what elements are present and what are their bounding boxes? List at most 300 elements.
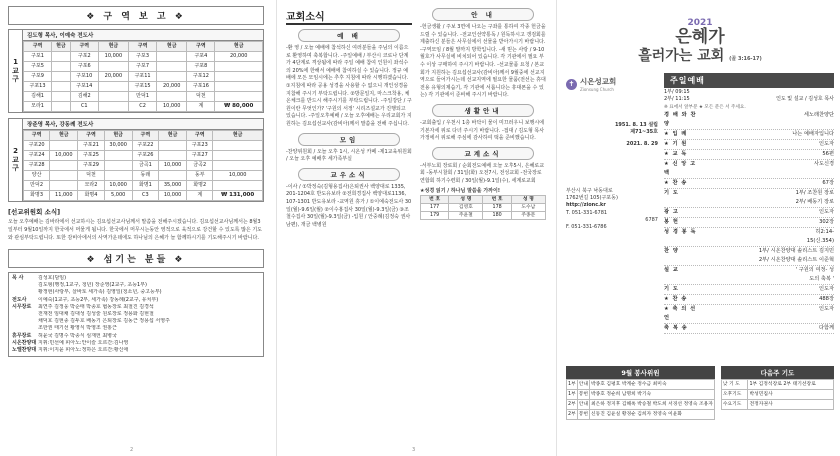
table-cell <box>104 171 132 181</box>
table-cell <box>98 102 128 112</box>
table-cell: ₩ 80,000 <box>215 102 263 112</box>
table-cell <box>158 171 186 181</box>
worship-item-name: 성 경 봉 독 <box>664 229 697 235</box>
worship-item <box>664 247 834 266</box>
bible-cell: 177 <box>421 204 449 212</box>
table-row <box>24 92 263 102</box>
mission-text: 오늘 오후예배는 김바라에서 선교하시는 김요섭선교사님께서 말씀을 전해주시겠습니다. 김요섭선교사님께서는 8월3일부터 9월10일까지 한국에서 머물게 됩니다. 한국에서 머무시는동안 영적으로 육적으로 강건할 수 있도록 많은 기도와 관심부탁드립니다. 또한 감비아에서의 사역가운데에도 하나님의 은혜가 늘 함께하시기를 기도해주시기 바랍니다. <box>8 219 262 241</box>
table-cell: 구포1 <box>24 52 52 62</box>
bible-header: 성 명 <box>511 196 545 204</box>
table-cell: 만덕2 <box>24 181 50 191</box>
worship-item <box>664 208 834 218</box>
staff-row <box>12 347 260 354</box>
worship-item <box>664 218 834 228</box>
service-cell: 박종호 정순희 남명희 박기숙 <box>589 390 714 400</box>
table-cell: 만덕1 <box>129 92 157 102</box>
worship-item-leader: 2부/ 배동기 장로 <box>795 199 834 205</box>
cover-subtitle: 흘러가는 교회 (골 3:16-17) <box>638 48 762 64</box>
life-subtitle: 생활안내 <box>432 104 534 117</box>
worship-item-name: 봉 헌 <box>664 219 679 225</box>
staff-role: 시무장로 <box>12 303 32 310</box>
table-cell: 구포2 <box>70 52 98 62</box>
staff-names: 전재전 임대채 김대성 김성술 원로장로 정용화 김현철 <box>38 311 154 318</box>
worship-item-name: ★ 입 례 <box>664 131 688 137</box>
staff-names: 황정현(사랑부, 살바토 세가족) 김영일(청소년, 중고등부) <box>38 289 162 296</box>
staff-role: 전도사 <box>12 296 27 303</box>
table-cell: 화명2 <box>187 181 213 191</box>
table-cell: 구포26 <box>132 151 158 161</box>
worship-item <box>664 305 834 324</box>
staff-title: ❖ 섬기는 분들 ❖ <box>8 249 264 268</box>
member-subtitle: 교우소식 <box>298 168 400 181</box>
table-cell <box>215 82 263 92</box>
worship-order-list <box>664 111 834 334</box>
table-cell: 계 <box>187 191 213 201</box>
table-cell: 구포27 <box>187 151 213 161</box>
staff-names: 최연주 김정웅 박순태 박종호 협동장로 최철진 김경석 <box>38 303 154 310</box>
bible-cell: 주윤철 <box>449 212 483 220</box>
life-text: -교회출입 / 우천시 1층 바닥이 물이 미끄러우니 보행시에 기본자세 위로 다녀 주시기 바랍니다. -접대 / 김도형 목사 가정에서 위로해 주심에 감사하여 떡을 준비했습니다. <box>420 119 545 142</box>
worship-item <box>664 140 834 150</box>
worship-item-detail: 1부/ 시온찬양대 솔리스트 김지민 <box>758 248 834 254</box>
bible-cell: 김영호 <box>449 204 483 212</box>
table-cell: 20,000 <box>157 82 187 92</box>
worship-item <box>664 285 834 295</box>
staff-row <box>12 318 260 325</box>
table-cell: 30,000 <box>104 141 132 151</box>
worship-news: -환 영 / 오늘 예배에 참석하신 여러분들을 주님의 이름으로 환영하며 축복합니다. -주일예배 / 부산시 코로나 단계가 4단계로 격상됨에 따라 주일 예배 참여 인원이 좌석수의 20%에 한해서 예배에 참여하실 수 있습니다. 정규 예배에 모든 모임시에는 추후 지침에 따라 시행하겠습니다. ①지침에 따라 공용 성경을 사용할 수 없으니 개인성경을 지참해 주시기 부탁드립니다. ②방문일지, 마스크착용, 체온체크를 반드시 해주시기를 부탁드립니다. -주일강단 / 구원이란 무엇인가? '구원의 서정' 시리즈설교가 진행되고 있습니다. -주일오후예배 / 오늘 오후예배는 우리교회가 지원하는 김요섭선교사(감비아)께서 말씀을 전해 주십니다. <box>286 45 412 127</box>
table-cell: 모라1 <box>24 102 52 112</box>
staff-role: 시온찬양대 <box>12 339 37 346</box>
service-cell: 1부 <box>567 380 578 390</box>
table-cell <box>158 141 186 151</box>
table-cell <box>157 62 187 72</box>
table-cell: 구포25 <box>78 151 104 161</box>
group-1-label: 1 교 구 <box>9 30 23 112</box>
bible-row <box>421 204 546 212</box>
staff-names: 김성호(담임) <box>38 275 67 281</box>
table-cell <box>52 102 71 112</box>
table-row <box>24 161 263 171</box>
table-cell: 구포15 <box>129 82 157 92</box>
table-cell: 모라2 <box>78 181 104 191</box>
table-header: 구역 <box>24 42 52 52</box>
page-fold <box>556 0 557 456</box>
table-cell <box>50 181 78 191</box>
table-header: 구역 <box>129 42 157 52</box>
worship-item <box>664 228 834 247</box>
staff-row <box>12 282 260 289</box>
table-cell <box>215 62 263 72</box>
table-cell: 구포11 <box>129 72 157 82</box>
worship-item <box>664 179 834 189</box>
service-cell: 박종호 김평호 박계순 정수금 최미숙 <box>589 380 714 390</box>
worship-item-name: ★ 교 독 <box>664 151 688 157</box>
table-cell <box>215 72 263 82</box>
bible-row <box>421 212 546 220</box>
table-cell <box>104 161 132 171</box>
table-cell <box>52 62 71 72</box>
address-2: 1762번길 105(구포동) <box>566 195 618 202</box>
prayer-cell: 오후기도 <box>721 390 748 400</box>
table-header: 현금 <box>104 131 132 141</box>
meeting-news: -찬양위원회 / 오늘 오후 1시, 시온성 카페 -제1교육위원회 / 오늘 오후 예배후 세가족부실 <box>286 148 412 163</box>
group-2-label: 2 교 구 <box>9 119 23 201</box>
member-news: -이사 / ①박정숙(김형용집사)은퇴권사 백양대로 1335, 201-1204호 반도유보라 ②전희경집사 백양대로1136, 107-1301 반도유보라 -교역원 휴가 / ①이예숙전도사 30일(월)-9.6일(월) ②이수홍집사 30일(월)-9.3일(금) ③조철수집사 30일(월)-9.3일(금) -입원 / 안중례(김정숙 권사 남편), 개금 백병원 <box>286 183 412 228</box>
worship-order-title: 주일예배 <box>664 73 834 88</box>
table-cell <box>158 151 186 161</box>
table-cell: 구포3 <box>129 52 157 62</box>
district-group-1 <box>8 29 264 113</box>
table-header: 현금 <box>215 42 263 52</box>
group-2-head: 장준영 목사, 강동례 전도사 <box>23 119 263 130</box>
worship-item-name: ★ 기 원 <box>664 141 688 147</box>
worship-item-name: 기 도 <box>664 286 679 292</box>
worship-item-leader: 2부/ 시온찬양대 솔리스트 이준혁 <box>758 257 834 263</box>
service-cell: 봉헌 <box>577 390 589 400</box>
worship-item-detail <box>702 266 792 284</box>
table-cell: 구포20 <box>24 141 50 151</box>
tel: T. 051-331-6781 <box>566 209 608 216</box>
prayer-row <box>721 390 833 400</box>
table-cell <box>157 72 187 82</box>
group-1-head: 김도형 목사, 이예숙 전도사 <box>23 30 263 41</box>
worship-item <box>664 130 834 140</box>
table-cell <box>52 82 71 92</box>
staff-names: 지휘:이지윤 피아노:정하은 오르간:황신애 <box>38 347 129 354</box>
table-header: 구역 <box>24 131 50 141</box>
worship-item <box>664 266 834 285</box>
worship-item-detail <box>702 218 792 227</box>
staff-role <box>12 282 38 289</box>
worship-item-name: 찬 양 <box>664 248 679 254</box>
cross-icon: ✝ <box>566 79 577 90</box>
staff-names: 이예숙(1교구, 초등2부, 세가족) 강동례(2교구, 유치부) <box>38 296 159 303</box>
table-row <box>24 102 263 112</box>
staff-role <box>12 318 38 325</box>
table-cell: 양산 <box>24 171 50 181</box>
table-cell: 11,000 <box>50 191 78 201</box>
table-cell <box>215 92 263 102</box>
page-fold <box>276 0 277 456</box>
staff-role: 목 사 <box>12 275 24 281</box>
table-cell: 구포13 <box>24 82 52 92</box>
table-cell: 20,000 <box>98 72 128 82</box>
worship-item-detail <box>702 228 792 246</box>
table-cell <box>52 72 71 82</box>
table-cell: 구포22 <box>132 141 158 151</box>
staff-names: 지휘:민선예 피아노:안이슬 오르간:김나영 <box>38 339 129 346</box>
worship-item-detail <box>702 150 792 159</box>
table-cell: 10,000 <box>50 151 78 161</box>
tel2: 6787 <box>645 217 658 224</box>
table-header: 구역 <box>132 131 158 141</box>
ext-text: -서부노회 장로회 / 순회전도예배 오늘 오후5시, 은혜로교회 -동부시찰회 / 31일(화) 오전7시, 전성교회 -전국장로연합회 하기수련회 / 30일(월)-9.1일(수), 세계로교회 <box>420 162 545 184</box>
worship-item-name: 설 교 <box>664 267 679 273</box>
table-row <box>24 181 263 191</box>
table-cell <box>157 52 187 62</box>
issue: 제71~35호 <box>630 129 658 136</box>
table-cell <box>50 161 78 171</box>
table-header: 현금 <box>98 42 128 52</box>
table-cell: 10,000 <box>158 161 186 171</box>
staff-row <box>12 333 260 340</box>
service-table <box>566 379 715 420</box>
service-cell: 안내 <box>577 380 589 390</box>
table-row <box>24 82 263 92</box>
prayer-title: 다음주 기도 <box>721 366 834 379</box>
table-cell <box>50 171 78 181</box>
service-row <box>567 400 715 410</box>
worship-item-name: ★ 찬 송 <box>664 180 688 186</box>
service-row <box>567 410 715 420</box>
worship-item-leader: 67장 <box>822 180 834 186</box>
worship-item-detail <box>702 130 792 139</box>
table-cell: 덕천 <box>187 92 215 102</box>
table-cell: 구포10 <box>70 72 98 82</box>
bible-cell: 180 <box>483 212 511 220</box>
table-cell: 10,000 <box>158 191 186 201</box>
table-row <box>24 151 263 161</box>
news-title: 교회소식 <box>286 8 412 25</box>
table-cell <box>98 82 128 92</box>
prayer-table <box>721 379 834 410</box>
district-group-2 <box>8 118 264 202</box>
staff-role <box>12 289 38 296</box>
worship-item-leader: 세노래찬양단 <box>803 112 834 118</box>
table-header: 현금 <box>52 42 71 52</box>
table-cell: 김해1 <box>24 92 52 102</box>
worship-item-name: 경 배 와 찬 양 <box>664 112 697 127</box>
staff-names: 채덕호 김현종 김두호 배동기 은퇴장로 김동근 정용섭 서영주 <box>38 318 170 325</box>
worship-item-leader: 사도신경 <box>813 161 834 167</box>
table-cell: 20,000 <box>215 52 263 62</box>
founded: 1951. 8. 13 설립 <box>614 122 658 128</box>
table-cell: 10,000 <box>104 181 132 191</box>
table-cell: 화명1 <box>132 181 158 191</box>
worship-item-name: 광 고 <box>664 209 679 215</box>
worship-item-leader: 56편 <box>822 151 834 157</box>
table-cell <box>213 161 263 171</box>
worship-item-name: 축 복 송 <box>664 325 688 331</box>
table-cell: C1 <box>70 102 98 112</box>
worship-item-detail: 1부/ 조찬원 장로 <box>795 190 834 196</box>
service-row <box>567 390 715 400</box>
table-cell: C3 <box>132 191 158 201</box>
service-cell: 2부 <box>567 400 578 410</box>
staff-names: 허윤국 김명수 박종식 심재헌 최병국 <box>38 332 117 339</box>
table-cell: 구포5 <box>24 62 52 72</box>
table-cell: 금곡2 <box>187 161 213 171</box>
staff-row <box>12 311 260 318</box>
table-header: 현금 <box>213 131 263 141</box>
worship-item-detail <box>702 305 792 323</box>
table-cell <box>213 181 263 191</box>
worship-item-detail <box>702 208 792 217</box>
worship-item-detail <box>702 324 792 333</box>
website-link[interactable]: http://zionc.kr <box>566 202 606 209</box>
worship-item-detail <box>702 140 792 149</box>
table-cell: 구포24 <box>24 151 50 161</box>
service-cell: 2부 <box>567 410 578 420</box>
staff-row <box>12 325 260 332</box>
table-cell: 35,000 <box>158 181 186 191</box>
staff-names: 조한권 태기선 황영식 박영조 권홍근 <box>38 325 117 332</box>
table-row <box>24 52 263 62</box>
table-header: 구역 <box>70 42 98 52</box>
service-cell: 안내 <box>577 400 589 410</box>
issue-date: 2021. 8. 29 <box>626 140 658 147</box>
table-row <box>24 62 263 72</box>
district-report-title: ❖ 구 역 보 고 ❖ <box>8 6 264 25</box>
worship-item-leader: 다함께 <box>818 325 834 331</box>
table-header: 구역 <box>187 131 213 141</box>
mission-title: [선교위원회 소식] <box>8 208 61 216</box>
staff-role <box>12 325 38 332</box>
address-1: 부산시 북구 낙동대로 <box>566 187 613 194</box>
worship-item <box>664 160 834 179</box>
bible-cell: 179 <box>421 212 449 220</box>
worship-item-name: ★ 신 앙 고 백 <box>664 161 697 176</box>
worship-item-leader: 인도자 <box>818 306 834 312</box>
table-cell: 구포9 <box>24 72 52 82</box>
table-cell: 구포7 <box>129 62 157 72</box>
table-row <box>24 72 263 82</box>
table-header: 현금 <box>50 131 78 141</box>
table-cell: 10,000 <box>157 102 187 112</box>
table-cell <box>104 151 132 161</box>
table-row <box>24 141 263 151</box>
page-number: 3 <box>412 447 416 453</box>
table-cell <box>157 92 187 102</box>
worship-note: ※ 표에서 앞부분 ★ 모든 분은 서 주세요. <box>664 105 746 110</box>
fax: F. 051-331-6786 <box>566 224 607 231</box>
table-cell: 구포16 <box>187 82 215 92</box>
prayer-cell: 낮 기 도 <box>721 380 748 390</box>
staff-row <box>12 340 260 347</box>
prayer-cell: 1부 김정석장로 2부 태기선장로 <box>748 380 834 390</box>
table-cell: 금곡1 <box>132 161 158 171</box>
table-cell: 구포28 <box>24 161 50 171</box>
prayer-cell: 박성민집사 <box>748 390 834 400</box>
staff-row <box>12 275 260 282</box>
worship-item <box>664 150 834 160</box>
bible-header: 성 명 <box>449 196 483 204</box>
table-header: 현금 <box>157 42 187 52</box>
table-cell: 구포12 <box>187 72 215 82</box>
page-number: 2 <box>130 447 134 453</box>
prayer-row <box>721 380 833 390</box>
table-cell: 5,000 <box>104 191 132 201</box>
worship-item-detail <box>702 295 792 304</box>
table-cell <box>213 141 263 151</box>
notice-subtitle: 안 내 <box>432 8 534 21</box>
ext-subtitle: 교계소식 <box>432 147 534 160</box>
table-cell: 10,000 <box>213 171 263 181</box>
worship-subtitle: 예 배 <box>298 29 400 42</box>
cover-title: 은혜가 <box>675 27 725 47</box>
table-row <box>24 171 263 181</box>
table-cell: 구포21 <box>78 141 104 151</box>
worship-item-leader: 302장 <box>819 219 834 225</box>
worship-item-leader: 히2:14-15(신.354) <box>806 229 834 244</box>
meeting-subtitle: 모임 <box>298 133 400 146</box>
table-header: 구역 <box>187 42 215 52</box>
worship-item-leader: 인도자 <box>818 286 834 292</box>
worship-item-detail <box>702 160 792 178</box>
bible-cell: 178 <box>483 204 511 212</box>
table-cell <box>213 151 263 161</box>
table-cell: 계 <box>187 102 215 112</box>
staff-names: 김도형(행정,1교구, 청년) 장준영(2교구, 초등1부) <box>38 282 147 289</box>
bible-cell: 주종문 <box>511 212 545 220</box>
table-cell: 10,000 <box>98 52 128 62</box>
table-cell: 화명3 <box>24 191 50 201</box>
prayer-row <box>721 400 833 410</box>
worship-lead: 인도 및 설교 / 김성호 목사 <box>776 96 834 102</box>
table-cell: 구포29 <box>78 161 104 171</box>
table-row <box>24 191 263 201</box>
table-cell: 동래 <box>132 171 158 181</box>
worship-item-detail <box>702 179 792 188</box>
bible-table <box>420 195 546 220</box>
prayer-cell: 전정자권사 <box>748 400 834 410</box>
worship-item <box>664 324 834 334</box>
table-cell: 구포23 <box>187 141 213 151</box>
bible-header: 번 호 <box>483 196 511 204</box>
table-cell: 구포4 <box>187 52 215 62</box>
worship-item-leader: 나는 예배자입니다 <box>792 131 834 137</box>
service-cell: 신동진 김윤실 황경순 김희자 정영숙 이윤화 <box>589 410 714 420</box>
table-cell: 구포8 <box>187 62 215 72</box>
group-1-table <box>23 41 263 112</box>
worship-item-leader: 인도자 <box>818 209 834 215</box>
table-cell: C2 <box>129 102 157 112</box>
table-cell <box>50 141 78 151</box>
staff-list <box>8 272 264 357</box>
staff-role: 노엘찬양대 <box>12 347 37 354</box>
news-page <box>280 0 552 456</box>
staff-row <box>12 289 260 296</box>
table-cell <box>52 92 71 102</box>
worship-item-leader: ' 구원의 여정- 성도의 축복 ' <box>795 267 834 282</box>
worship-item-leader: 인도자 <box>818 141 834 147</box>
table-header: 현금 <box>158 131 186 141</box>
worship-item-name: 기 도 <box>664 190 679 196</box>
cover-page: 2021 은혜가 흘러가는 교회 (골 3:16-17) ✝ 시온성교회 Zionsung Church 1951. 8. 13 설립 제71~35호 2021. 8. 29 부산시 북구 낙동대로 1762번길 105(구포동) http://zionc.kr T. 051-331-6781 6787 F. 051-331-6786 주일예배 1부/ 09:15 2부/ 11:15 인도 및 설교 / 김성호 목사 ※ 표에서 앞부분 ★ 모든 분은 서 주세요. 경 배 와 찬 양 세노래찬양단 ★ 입 례 나는 예배자입니다 ★ 기 원 인도자 ★ 교 독 56편 ★ 신 앙 고 백 사도신경 ★ 찬 송 67장 기 도 1부/ 조찬원 장로 2부/ 배동기 장로 광 고 인도자 봉 헌 302장 성 경 봉 독 히2:14-15(신.354) 찬 양 1부/ 시온찬양대 솔리스트 김지민 2부/ 시온찬양대 솔리스트 이준혁 설 교 ' 구원의 여정- 성도의 축복 ' 기 도 인도자 ★ 찬 송 488장 ★ 축 의 선 언 인도자 축 복 송 다함께 9월 봉사위원 1부 안내 박종호 김평호 박계순 정수금 최미숙 1부 봉헌 박종호 정순희 남명희 박기숙 2부 안내 최은하 정지후 김해옥 박승철 박도희 서경선 정영숙 조용자 2부 봉헌 신동진 김윤실 황경순 김희자 정영숙 이윤화 다음주 기도 낮 기 도 1부 김정석장로 2부 태기선장로 오후기도 박성민집사 수요기도 전정자권사 <box>560 0 840 456</box>
service-cell: 봉헌 <box>577 410 589 420</box>
worship-item-name: ★ 찬 송 <box>664 296 688 302</box>
notice-text: -헌금생활 / 주보 3면에 나오는 구좌를 통하여 각종 헌금을 드릴 수 있습니다. -전교인선약통독 / 원독하시고 갱검회를 제출하신 분들은 사무실에서 선물을 받아가시기 바랍니다. -구역모임 / 8월 말까지 방학입니다. -새 믿는 사랑 / 9-10월호가 사무실에 비치되어 있습니다. 각 기관에서 필요 부수 이상 구매하여 주시기 바랍니다. -선교물품 요청 / 본교회가 지원하는 김요섭선교사(감비아)께서 9월중에 선교지역으로 들어가시는데 선교지역에 필요한 물품(전선는 휴대전용 유형의제습기, 각 기관에 서롭니다는 휴대폰을 수 있는) 각 기관에서 준비해 주시기 바랍니다. <box>420 24 546 99</box>
worship-item-detail <box>702 285 792 294</box>
cover-year: 2021 <box>687 18 713 28</box>
service-cell: 1부 <box>567 390 578 400</box>
staff-row <box>12 297 260 304</box>
table-cell <box>98 92 128 102</box>
service-row <box>567 380 715 390</box>
table-cell: 구포14 <box>70 82 98 92</box>
worship-item <box>664 111 834 130</box>
table-header: 구역 <box>78 131 104 141</box>
table-cell: 덕천 <box>78 171 104 181</box>
worship-item <box>664 189 834 208</box>
service-title: 9월 봉사위원 <box>566 366 715 379</box>
service-cell: 최은하 정지후 김해옥 박승철 박도희 서경선 정영숙 조용자 <box>589 400 714 410</box>
district-report-page <box>0 0 272 456</box>
table-cell: 동부 <box>187 171 213 181</box>
table-cell: 김해2 <box>70 92 98 102</box>
table-cell <box>52 52 71 62</box>
